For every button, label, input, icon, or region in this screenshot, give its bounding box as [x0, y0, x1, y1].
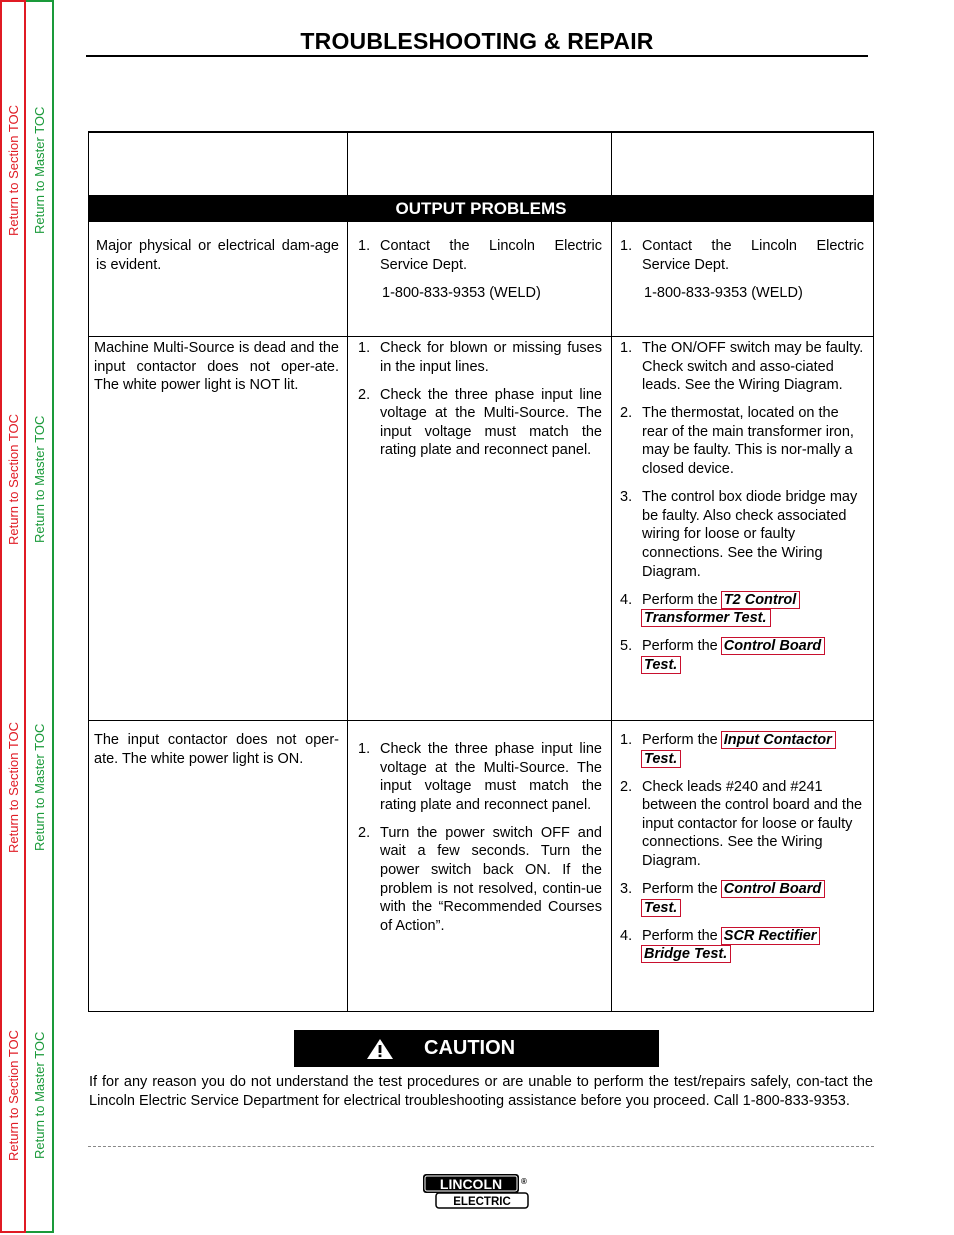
caution-text: If for any reason you do not understand the test procedures or are unable to perform the test/repairs safely, con-tact the Lincoln Electric Service Department for electrical troubleshooting assistance before you proceed. Call 1-800-833-9353. [89, 1074, 873, 1109]
warning-icon [366, 1038, 394, 1066]
list-item [358, 237, 602, 303]
item-number: 2. [358, 386, 371, 403]
troubleshooting-table [88, 131, 874, 1012]
item-number: 2. [620, 778, 633, 795]
caution-label: CAUTION [424, 1037, 516, 1059]
item-text: Contact the Lincoln Electric Service Dept. [642, 238, 864, 273]
item-text: The thermostat, located on the rear of the main transformer iron, may be faulty. This is nor-mally a closed device. [642, 405, 854, 478]
symptom-cell [96, 237, 339, 274]
item-text: Check the three phase input line voltage at the Multi-Source. The input voltage must match the rating plate and reconnect panel. [380, 386, 602, 459]
action-cell [620, 339, 864, 684]
item-text: The control box diode bridge may be faulty. Also check associated wiring for loose or faulty connections. See the Wiring Diagram. [642, 489, 858, 580]
row-divider [88, 720, 874, 721]
scr-rectifier-bridge-test-link[interactable] [722, 928, 820, 944]
list-item [358, 740, 602, 814]
item-number: 4. [620, 591, 633, 608]
table-top-border [88, 131, 874, 133]
control-board-test-link[interactable] [722, 638, 824, 654]
scr-rectifier-bridge-test-link[interactable] [642, 946, 730, 962]
item-number: 1. [358, 238, 371, 254]
possible-area-list [358, 740, 602, 935]
possible-area-cell [358, 740, 602, 945]
column-divider [347, 131, 348, 1012]
return-to-section-toc-link[interactable]: Return to Section TOC [6, 104, 21, 236]
caution-banner [294, 1030, 659, 1067]
item-text: Perform the [642, 881, 722, 898]
item-text: The ON/OFF switch may be faulty. Check switch and asso-ciated leads. See the Wiring Diagram. [642, 340, 864, 394]
link-text-line2: Test. [644, 899, 678, 916]
list-item [620, 927, 864, 964]
action-cell [620, 731, 864, 974]
input-contactor-test-link[interactable] [642, 751, 680, 767]
link-text-line2: Transformer Test. [644, 610, 767, 627]
list-item [358, 339, 602, 376]
return-to-master-toc-link[interactable]: Return to Master TOC [32, 415, 47, 543]
item-number: 2. [620, 405, 633, 422]
action-list [620, 339, 864, 675]
control-board-test-link[interactable] [642, 900, 680, 916]
list-item [620, 237, 864, 303]
return-to-section-toc-link[interactable]: Return to Section TOC [6, 721, 21, 853]
page-title: TROUBLESHOOTING & REPAIR [300, 28, 654, 54]
item-number: 3. [620, 489, 633, 506]
return-to-master-toc-link[interactable]: Return to Master TOC [32, 1031, 47, 1159]
item-text: Check the three phase input line voltage at the Multi-Source. The input voltage must match the rating plate and reconnect panel. [380, 741, 602, 813]
input-contactor-test-link[interactable] [722, 732, 835, 748]
lincoln-electric-logo [422, 1173, 530, 1210]
item-text: Contact the Lincoln Electric Service Dept. [380, 238, 602, 273]
list-item [620, 637, 864, 674]
symptom-text: The input contactor does not oper-ate. The white power light is ON. [94, 732, 339, 767]
list-item [620, 488, 864, 581]
return-to-master-toc-link[interactable]: Return to Master TOC [32, 723, 47, 851]
item-number: 1. [358, 340, 371, 356]
logo-lincoln-text: LINCOLN [439, 1176, 503, 1192]
list-item [620, 339, 864, 395]
list-item [620, 404, 864, 478]
link-text-line1: T2 Control [723, 591, 797, 608]
link-text-line1: SCR Rectifier [723, 927, 817, 944]
row-divider [88, 336, 874, 337]
list-item [620, 880, 864, 917]
item-number: 1. [620, 732, 633, 748]
item-number: 5. [620, 638, 633, 655]
control-board-test-link[interactable] [642, 657, 680, 673]
item-text: Check leads #240 and #241 between the control board and the input contactor for loose or faulty connections. See the Wiring Diagram. [642, 778, 863, 870]
control-board-test-link[interactable] [722, 881, 824, 897]
possible-area-list [358, 339, 602, 460]
section-title-output-problems: OUTPUT PROBLEMS [88, 195, 874, 222]
list-item [620, 778, 864, 871]
list-item [620, 591, 864, 628]
phone-number: 1-800-833-9353 (WELD) [644, 285, 803, 302]
table-bottom-border [88, 1011, 874, 1012]
link-text-line2: Bridge Test. [644, 946, 728, 963]
table-border-left [88, 131, 89, 1012]
registered-mark: ® [521, 1177, 527, 1186]
logo-electric-text: ELECTRIC [453, 1196, 511, 1208]
item-text: Check for blown or missing fuses in the input lines. [380, 340, 602, 375]
action-cell [620, 237, 864, 312]
item-text: Perform the [642, 732, 722, 748]
return-to-master-toc-link[interactable]: Return to Master TOC [32, 106, 47, 234]
item-text: Perform the [642, 927, 722, 944]
item-number: 1. [620, 238, 633, 254]
symptom-text: Machine Multi-Source is dead and the input contactor does not oper-ate. The white power light is NOT lit. [94, 340, 339, 394]
column-divider [611, 131, 612, 1012]
item-text: Turn the power switch OFF and wait a few seconds. Turn the power switch back ON. If the problem is not resolved, contin-ue with the “Recommended Courses of Action”. [380, 824, 602, 934]
possible-area-list [358, 237, 602, 303]
possible-area-cell [358, 339, 602, 470]
link-text-line2: Test. [644, 750, 678, 767]
return-to-section-toc-link[interactable]: Return to Section TOC [6, 413, 21, 545]
t2-control-transformer-test-link[interactable] [642, 610, 770, 626]
list-item [358, 824, 602, 936]
item-number: 3. [620, 881, 633, 898]
item-text: Perform the [642, 591, 722, 608]
symptom-cell [94, 731, 339, 768]
link-text-line1: Control Board [723, 638, 822, 655]
list-item [620, 731, 864, 768]
action-list [620, 237, 864, 303]
item-number: 1. [358, 741, 371, 757]
t2-control-transformer-test-link[interactable] [722, 592, 800, 608]
table-border-right [873, 131, 874, 1012]
link-text-line1: Control Board [723, 881, 822, 898]
list-item [358, 386, 602, 460]
item-number: 1. [620, 340, 633, 356]
phone-number: 1-800-833-9353 (WELD) [382, 285, 541, 302]
possible-area-cell [358, 237, 602, 312]
item-number: 4. [620, 927, 633, 944]
item-text: Perform the [642, 638, 722, 655]
symptom-cell [94, 339, 339, 395]
footer-divider [88, 1146, 874, 1147]
return-to-section-toc-link[interactable]: Return to Section TOC [6, 1029, 21, 1161]
link-text-line1: Input Contactor [723, 732, 832, 748]
symptom-text: Major physical or electrical dam-age is evident. [96, 238, 339, 273]
action-list [620, 731, 864, 964]
link-text-line2: Test. [644, 656, 678, 673]
item-number: 2. [358, 824, 371, 841]
title-divider [86, 55, 868, 57]
